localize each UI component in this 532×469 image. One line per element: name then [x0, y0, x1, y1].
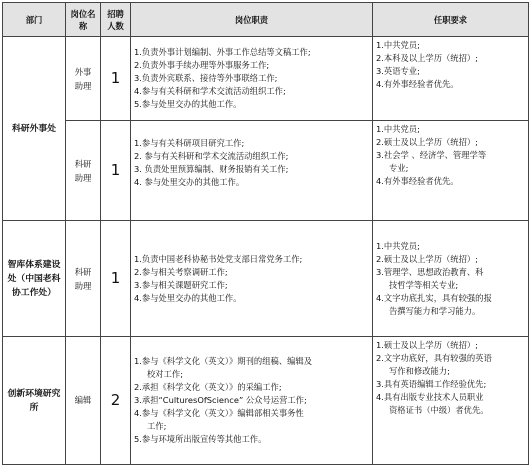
header-count: 招聘人数: [101, 3, 131, 37]
req-item: 告撰写能力和学习能力。: [389, 305, 481, 316]
req-item: 4.文字功底扎实，具有较强的报: [376, 292, 492, 303]
duties-cell: [131, 337, 373, 465]
duty-item: 校对工作;: [147, 369, 183, 379]
req-item: 4.有外事经验者优先。: [376, 79, 459, 89]
req-item: 1.硕士及以上学历（统招）;: [376, 340, 478, 350]
duty-item: 3.负责外宾联系、接待等外事联络工作;: [134, 73, 278, 83]
reqs-cell: [373, 221, 529, 337]
req-item: 4.有外事经验者优先。: [376, 176, 459, 186]
table-row: [3, 337, 529, 465]
header-post: 岗位名称: [66, 3, 101, 37]
reqs-cell: [373, 37, 529, 121]
duties-cell: [131, 221, 373, 337]
req-item: 专业;: [389, 163, 409, 173]
req-item: 4.具有出版专业技术人员职业: [376, 392, 484, 402]
duty-item: 3.承担“CulturesOfScience” 公众号运营工作;: [134, 395, 307, 405]
duty-item: 1.负责外事计划编制、外事工作总结等文稿工作;: [134, 47, 311, 57]
duty-item: 工作;: [147, 421, 167, 431]
reqs-cell: [373, 337, 529, 465]
post-cell: [66, 221, 101, 337]
post-name: 外事助理: [74, 66, 92, 91]
duty-item: 3.参与相关课题研究工作;: [134, 279, 228, 290]
count-cell: 1: [101, 37, 131, 121]
count-cell: 2: [101, 337, 131, 465]
count-cell: 1: [101, 221, 131, 337]
post-cell: 编辑: [66, 337, 101, 465]
req-item: 3.社会学 、经济学、管理学等: [376, 150, 487, 160]
req-item: 写作和修改能力;: [389, 366, 450, 376]
req-item: 2.硕士及以上学历（统招）;: [376, 253, 478, 264]
header-dept: 部门: [3, 3, 66, 37]
req-item: 2.文字功底好，具有较强的英语: [376, 353, 492, 363]
duty-item: 4. 参与处里交办的其他工作。: [134, 177, 245, 187]
req-item: 1.中共党员;: [376, 240, 420, 251]
header-duties: 岗位职责: [131, 3, 373, 37]
duty-item: 4.参与处里交办的其他工作。: [134, 292, 242, 303]
req-item: 1.中共党员;: [376, 40, 420, 50]
duty-item: 2.负责外事手续办理等外事服务工作;: [134, 60, 270, 70]
duty-item: 5.参与处里交办的其他工作。: [134, 99, 242, 109]
header-row: [3, 3, 529, 37]
req-item: 3.具有英语编辑工作经验优先;: [376, 379, 487, 389]
dept-cell: 科研外事处: [3, 37, 66, 221]
table-row: [3, 221, 529, 337]
duty-item: 1.参与有关科研项目研究工作;: [134, 138, 245, 148]
post-cell: [66, 121, 101, 221]
duty-item: 1.参与《科学文化（英文）》期刊的组稿、编辑及: [134, 356, 313, 366]
table-row: [3, 121, 529, 221]
req-item: 3.管理学、思想政治教育、科: [376, 266, 484, 277]
duty-item: 2.参与相关考察调研工作;: [134, 266, 228, 277]
duty-item: 1.负责中国老科协秘书处党支部日常党务工作;: [134, 253, 303, 264]
req-item: 1.中共党员;: [376, 124, 420, 134]
duties-cell: [131, 37, 373, 121]
duty-item: 3. 负责处里预算编制、财务报销有关工作;: [134, 164, 289, 174]
duty-item: 2.承担《科学文化（英文）》的采编工作;: [134, 382, 282, 392]
req-item: 技哲学等相关专业;: [389, 279, 459, 290]
post-name: 科研助理: [74, 266, 92, 291]
req-item: 资格证书（中级）者优先。: [389, 405, 489, 415]
dept-cell: 智库体系建设处（中国老科协工作处）: [3, 221, 66, 337]
reqs-cell: [373, 121, 529, 221]
duty-item: 4.参与《科学文化（英文）》编辑部相关事务性: [134, 408, 304, 418]
recruitment-table: [2, 2, 529, 465]
dept-cell: 创新环境研究所: [3, 337, 66, 465]
duty-item: 2. 参与有关科研和学术交流活动组织工作;: [134, 151, 289, 161]
header-reqs: 任职要求: [373, 3, 529, 37]
req-item: 3.英语专业;: [376, 66, 420, 76]
count-cell: 1: [101, 121, 131, 221]
duty-item: 5.参与环境所出版宣传等其他工作。: [134, 434, 267, 444]
req-item: 2.本科及以上学历（统招）;: [376, 53, 478, 63]
table-row: [3, 37, 529, 121]
duties-cell: [131, 121, 373, 221]
req-item: 2.硕士及以上学历（统招）;: [376, 137, 478, 147]
duty-item: 4.参与有关科研和学术交流活动组织工作;: [134, 86, 286, 96]
post-name: 科研助理: [74, 158, 92, 183]
post-cell: [66, 37, 101, 121]
